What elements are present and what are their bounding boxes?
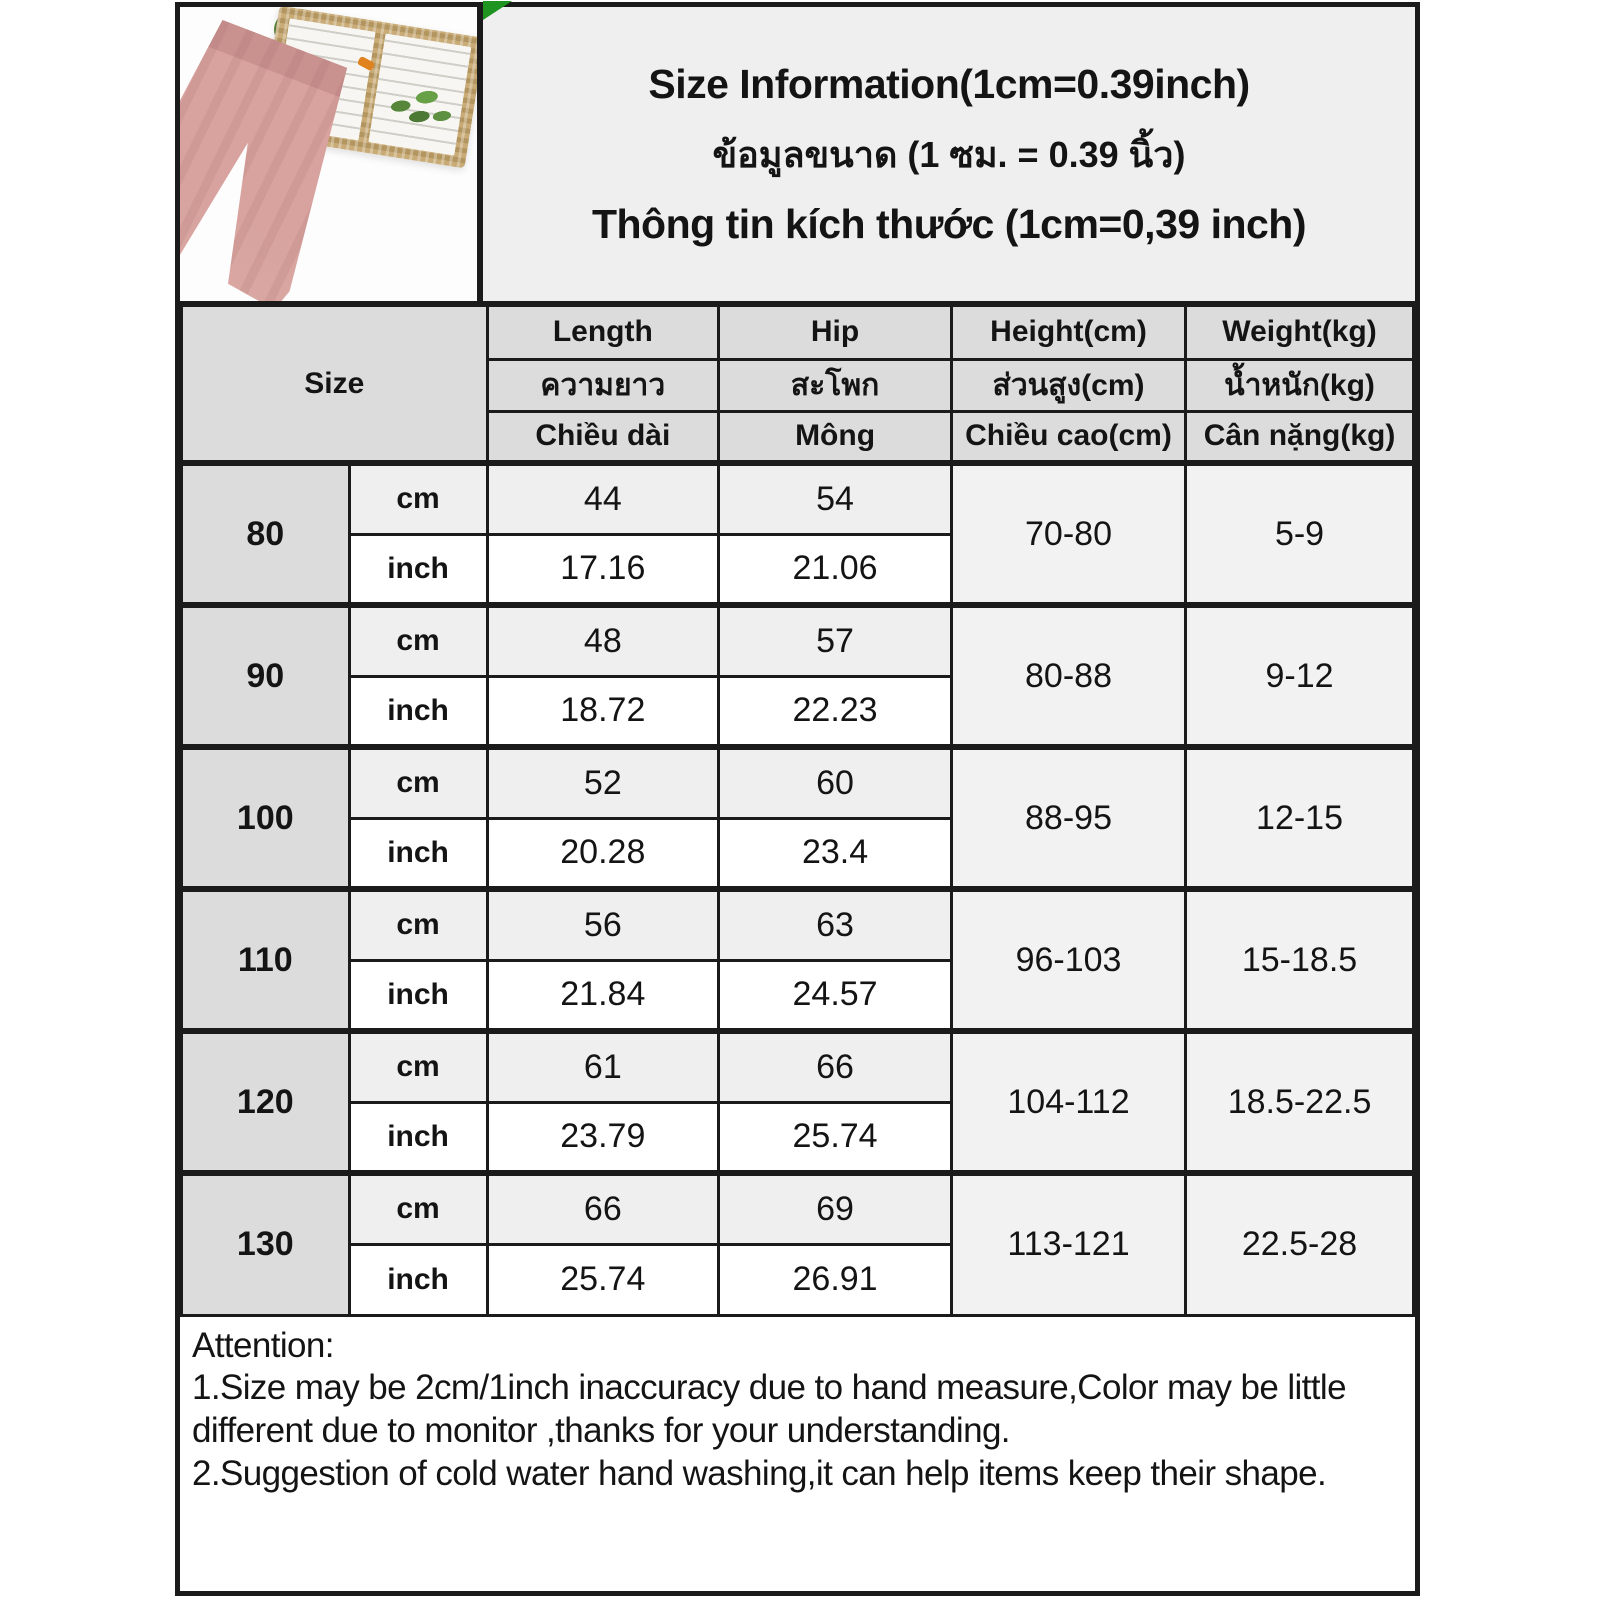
attention-heading: Attention: <box>192 1325 334 1365</box>
unit-cell: cm <box>349 747 487 818</box>
size-cell: 110 <box>182 889 350 1031</box>
col-header-hip-vi: Mông <box>719 411 952 463</box>
hip-value: 57 <box>719 605 952 676</box>
table-row <box>182 463 1414 534</box>
table-row <box>182 747 1414 818</box>
col-header-height-th: ส่วนสูง(cm) <box>951 359 1185 411</box>
size-info-title-vi: Thông tin kích thước (1cm=0,39 inch) <box>591 200 1307 247</box>
length-value: 61 <box>487 1031 719 1102</box>
weight-range: 15-18.5 <box>1186 889 1414 1031</box>
weight-range: 22.5-28 <box>1186 1173 1414 1315</box>
table-row <box>182 889 1414 960</box>
col-header-hip-en: Hip <box>719 307 952 359</box>
height-range: 70-80 <box>951 463 1185 605</box>
table-row <box>182 1031 1414 1102</box>
unit-cell: cm <box>349 1173 487 1244</box>
unit-cell: inch <box>349 1102 487 1173</box>
size-chart-sheet <box>175 2 1420 1596</box>
height-range: 113-121 <box>951 1173 1185 1315</box>
length-value: 21.84 <box>487 960 719 1031</box>
length-value: 52 <box>487 747 719 818</box>
length-value: 20.28 <box>487 818 719 889</box>
table-row <box>182 605 1414 676</box>
size-cell: 80 <box>182 463 350 605</box>
col-header-height-vi: Chiều cao(cm) <box>951 411 1185 463</box>
size-cell: 130 <box>182 1173 350 1315</box>
attention-note: 2.Suggestion of cold water hand washing,it can help items keep their shape. <box>192 1453 1327 1493</box>
length-value: 66 <box>487 1173 719 1244</box>
col-header-weight-en: Weight(kg) <box>1186 307 1414 359</box>
size-info-title-th: ข้อมูลขนาด (1 ซม. = 0.39 นิ้ว) <box>712 133 1186 175</box>
product-photo <box>180 7 483 301</box>
banner <box>180 7 1415 307</box>
length-value: 17.16 <box>487 534 719 605</box>
unit-cell: inch <box>349 534 487 605</box>
length-value: 18.72 <box>487 676 719 747</box>
length-value: 48 <box>487 605 719 676</box>
hip-value: 25.74 <box>719 1102 952 1173</box>
size-table-header <box>182 307 1414 463</box>
unit-cell: inch <box>349 1244 487 1315</box>
size-cell: 120 <box>182 1031 350 1173</box>
unit-cell: cm <box>349 889 487 960</box>
size-cell: 90 <box>182 605 350 747</box>
hip-value: 22.23 <box>719 676 952 747</box>
height-range: 80-88 <box>951 605 1185 747</box>
attention-section <box>180 1317 1415 1592</box>
unit-cell: inch <box>349 818 487 889</box>
hip-value: 66 <box>719 1031 952 1102</box>
size-info-title-en: Size Information(1cm=0.39inch) <box>648 60 1250 107</box>
weight-range: 9-12 <box>1186 605 1414 747</box>
leaf-sprig-icon <box>385 81 460 142</box>
hip-value: 54 <box>719 463 952 534</box>
col-header-weight-vi: Cân nặng(kg) <box>1186 411 1414 463</box>
size-cell: 100 <box>182 747 350 889</box>
hip-value: 24.57 <box>719 960 952 1031</box>
length-value: 44 <box>487 463 719 534</box>
height-range: 96-103 <box>951 889 1185 1031</box>
col-header-length-vi: Chiều dài <box>487 411 719 463</box>
col-header-weight-th: น้ำหนัก(kg) <box>1186 359 1414 411</box>
hip-value: 69 <box>719 1173 952 1244</box>
col-header-length-th: ความยาว <box>487 359 719 411</box>
unit-cell: cm <box>349 605 487 676</box>
table-row <box>182 1173 1414 1244</box>
col-header-length-en: Length <box>487 307 719 359</box>
hip-value: 60 <box>719 747 952 818</box>
hip-value: 21.06 <box>719 534 952 605</box>
weight-range: 5-9 <box>1186 463 1414 605</box>
hip-value: 23.4 <box>719 818 952 889</box>
hip-value: 26.91 <box>719 1244 952 1315</box>
length-value: 25.74 <box>487 1244 719 1315</box>
size-header: Size <box>182 307 488 463</box>
unit-cell: cm <box>349 1031 487 1102</box>
weight-range: 18.5-22.5 <box>1186 1031 1414 1173</box>
attention-note: 1.Size may be 2cm/1inch inaccuracy due to hand measure,Color may be little different due to monitor ,thanks for your understanding. <box>192 1368 1346 1450</box>
size-table-body <box>182 463 1414 1315</box>
unit-cell: cm <box>349 463 487 534</box>
size-table <box>180 307 1415 1317</box>
hip-value: 63 <box>719 889 952 960</box>
col-header-height-en: Height(cm) <box>951 307 1185 359</box>
unit-cell: inch <box>349 960 487 1031</box>
green-corner-icon <box>483 1 512 20</box>
height-range: 88-95 <box>951 747 1185 889</box>
length-value: 56 <box>487 889 719 960</box>
header-row-en <box>182 307 1414 359</box>
height-range: 104-112 <box>951 1031 1185 1173</box>
length-value: 23.79 <box>487 1102 719 1173</box>
col-header-hip-th: สะโพก <box>719 359 952 411</box>
weight-range: 12-15 <box>1186 747 1414 889</box>
title-cell <box>483 7 1415 301</box>
unit-cell: inch <box>349 676 487 747</box>
